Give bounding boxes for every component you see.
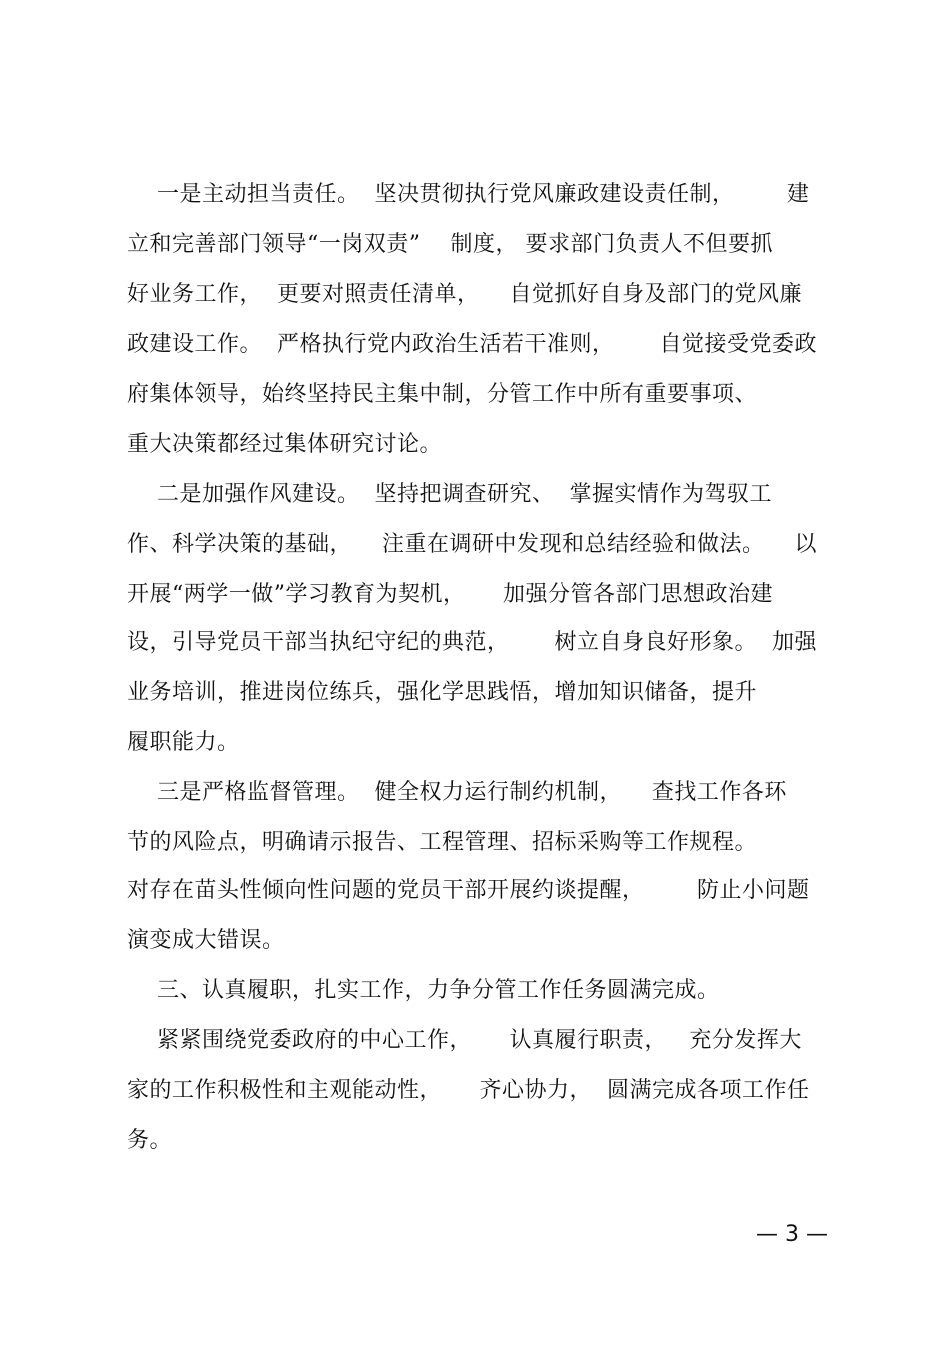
text-line: 开展“两学一做”学习教育为契机， 加强分管各部门思想政治建 bbox=[127, 582, 773, 607]
section-heading: 三、认真履职，扎实工作，力争分管工作任务圆满完成。 bbox=[127, 978, 720, 1003]
text-line: 演变成大错误。 bbox=[127, 928, 285, 953]
text-line: 紧紧围绕党委政府的中心工作， 认真履行职责， 充分发挥大 bbox=[127, 1028, 802, 1053]
text-line: 务。 bbox=[127, 1128, 173, 1153]
text-line: 一是主动担当责任。 坚决贯彻执行党风廉政建设责任制， 建 bbox=[127, 182, 810, 207]
text-line: 政建设工作。 严格执行党内政治生活若干准则， 自觉接受党委政 bbox=[127, 332, 817, 357]
text-line: 业务培训，推进岗位练兵，强化学思践悟，增加知识储备，提升 bbox=[127, 680, 758, 705]
text-line: 三是严格监督管理。 健全权力运行制约机制， 查找工作各环 bbox=[127, 780, 787, 805]
text-line: 立和完善部门领导“一岗双责” 制度， 要求部门负责人不但要抓 bbox=[127, 232, 773, 257]
text-line: 府集体领导，始终坚持民主集中制，分管工作中所有重要事项、 bbox=[127, 382, 758, 407]
text-line: 设，引导党员干部当执纪守纪的典范， 树立自身良好形象。 加强 bbox=[127, 630, 817, 655]
text-line: 二是加强作风建设。 坚持把调查研究、 掌握实情作为驾驭工 bbox=[127, 482, 772, 507]
text-line: 作、科学决策的基础， 注重在调研中发现和总结经验和做法。 以 bbox=[127, 532, 817, 557]
text-line: 对存在苗头性倾向性问题的党员干部开展约谈提醒， 防止小问题 bbox=[127, 878, 810, 903]
page-number: — 3 — bbox=[756, 1222, 828, 1247]
text-line: 重大决策都经过集体研究讨论。 bbox=[127, 432, 443, 457]
text-line: 节的风险点，明确请示报告、工程管理、招标采购等工作规程。 bbox=[127, 830, 758, 855]
text-line: 好业务工作， 更要对照责任清单， 自觉抓好自身及部门的党风廉 bbox=[127, 282, 802, 307]
text-line: 履职能力。 bbox=[127, 730, 240, 755]
text-line: 家的工作积极性和主观能动性， 齐心协力， 圆满完成各项工作任 bbox=[127, 1078, 810, 1103]
